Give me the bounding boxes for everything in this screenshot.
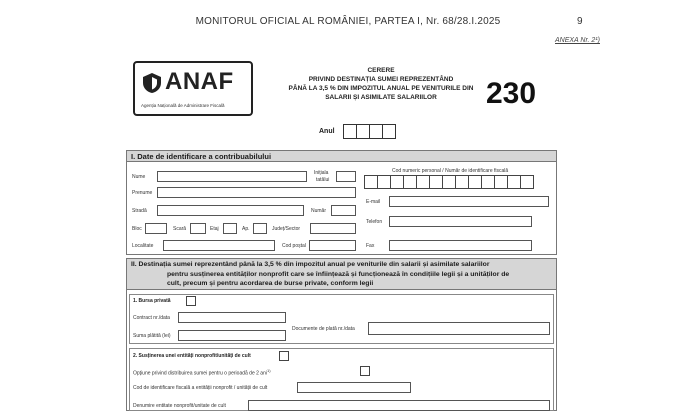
judet-field[interactable] — [310, 223, 356, 234]
localitate-label: Localitate — [132, 243, 154, 249]
suma-field[interactable] — [178, 330, 286, 341]
form-title-line: SALARII ȘI ASIMILATE SALARIILOR — [325, 94, 437, 101]
denumire-field[interactable] — [248, 400, 550, 411]
form-title-line: PÂNĂ LA 3,5 % DIN IMPOZITUL ANUAL PE VENITURILE DIN — [288, 85, 474, 92]
section-destination-title-line: pentru susținerea entităților nonprofit care se înființează și funcționează în condițiile legii și a unităților de — [167, 270, 510, 278]
anaf-shield-icon — [141, 72, 163, 94]
cnp-digit-box[interactable] — [364, 175, 378, 189]
cod-postal-field[interactable] — [309, 240, 356, 251]
documente-label: Documente de plată nr./data — [292, 326, 355, 332]
cnp-digit-box[interactable] — [494, 175, 508, 189]
optiune-checkbox[interactable] — [360, 366, 370, 376]
fax-field[interactable] — [389, 240, 532, 251]
optiune-label — [133, 368, 271, 377]
sustinere-label: 2. Susținerea unei entități nonprofit/unități de cult — [133, 353, 251, 359]
form-title-line: CERERE — [367, 67, 395, 74]
ap-label: Ap. — [242, 226, 250, 232]
email-field[interactable] — [389, 196, 549, 207]
denumire-label: Denumire entitate nonprofit/unitate de cult — [133, 403, 226, 409]
fax-label: Fax — [366, 243, 375, 249]
cnp-digit-box[interactable] — [416, 175, 430, 189]
initiala-field[interactable] — [336, 171, 356, 182]
gazette-header: MONITORUL OFICIAL AL ROMÂNIEI, PARTEA I, Nr. 68/28.I.2025 — [195, 16, 501, 27]
documente-field[interactable] — [368, 322, 550, 335]
section-destination-title — [126, 258, 557, 290]
initiala-label-2: tatălui — [316, 177, 330, 183]
year-digit-box[interactable] — [343, 124, 357, 139]
sustinere-checkbox[interactable] — [279, 351, 289, 361]
bursa-privata-checkbox[interactable] — [186, 296, 196, 306]
logo-subtitle: Agenția Națională de Administrare Fiscală — [141, 103, 225, 108]
telefon-field[interactable] — [389, 216, 532, 227]
bursa-privata-label: 1. Bursa privată — [133, 298, 171, 304]
cnp-digit-box[interactable] — [442, 175, 456, 189]
ap-field[interactable] — [253, 223, 267, 234]
form-title — [286, 66, 476, 102]
initiala-label: Inițiala — [314, 170, 329, 176]
cnp-digit-box[interactable] — [377, 175, 391, 189]
section-destination-title-line: cult, precum și pentru acordarea de burse private, conform legii — [167, 280, 374, 287]
scara-label: Scară — [173, 226, 187, 232]
prenume-label: Prenume — [132, 190, 153, 196]
cnp-digit-box[interactable] — [468, 175, 482, 189]
cnp-digit-box[interactable] — [390, 175, 404, 189]
year-label: Anul — [319, 128, 335, 135]
cnp-digit-box[interactable] — [429, 175, 443, 189]
nume-label: Nume — [132, 174, 146, 180]
bloc-label: Bloc — [132, 226, 142, 232]
cnp-digit-box[interactable] — [481, 175, 495, 189]
etaj-label: Etaj — [210, 226, 219, 232]
cnp-digit-box[interactable] — [403, 175, 417, 189]
telefon-label: Telefon — [366, 219, 383, 225]
cod-identificare-field[interactable] — [297, 382, 411, 393]
cnp-label: Cod numeric personal / Număr de identificare fiscală — [392, 168, 509, 174]
cnp-digit-box[interactable] — [455, 175, 469, 189]
year-digit-box[interactable] — [369, 124, 383, 139]
section-destination-title-line: II. Destinația sumei reprezentând până la 3,5 % din impozitul anual pe veniturile din salarii și asimilate salariilor — [131, 261, 490, 268]
contract-field[interactable] — [178, 312, 286, 323]
cnp-digit-box[interactable] — [520, 175, 534, 189]
etaj-field[interactable] — [223, 223, 237, 234]
nume-field[interactable] — [157, 171, 307, 182]
judet-label: Județ/Sector — [272, 226, 301, 232]
logo-wordmark: ANAF — [165, 68, 234, 95]
numar-field[interactable] — [331, 205, 356, 216]
annex-label: ANEXA Nr. 2¹) — [555, 37, 600, 44]
year-field[interactable] — [343, 124, 395, 139]
year-digit-box[interactable] — [382, 124, 396, 139]
numar-label: Număr — [311, 208, 327, 214]
scara-field[interactable] — [190, 223, 206, 234]
contract-label: Contract nr./data — [133, 315, 170, 321]
section-identification-title: I. Date de identificare a contribuabilului — [126, 150, 557, 162]
form-number: 230 — [486, 77, 537, 110]
optiune-footnote: 1) — [266, 368, 271, 373]
email-label: E-mail — [366, 199, 381, 205]
anaf-logo — [133, 61, 253, 116]
cod-postal-label: Cod poștal — [282, 243, 306, 249]
cnp-field[interactable] — [364, 175, 533, 189]
form-title-line: PRIVIND DESTINAȚIA SUMEI REPREZENTÂND — [308, 76, 454, 83]
bloc-field[interactable] — [145, 223, 167, 234]
cod-identificare-label: Cod de identificare fiscală a entității nonprofit / unității de cult — [133, 385, 268, 391]
page-number: 9 — [577, 16, 583, 27]
strada-field[interactable] — [157, 205, 304, 216]
year-digit-box[interactable] — [356, 124, 370, 139]
optiune-text: Opțiune privind distribuirea sumei pentru o perioadă de 2 ani — [133, 370, 267, 377]
suma-label: Suma plătită (lei) — [133, 333, 171, 339]
localitate-field[interactable] — [163, 240, 275, 251]
strada-label: Stradă — [132, 208, 147, 214]
cnp-digit-box[interactable] — [507, 175, 521, 189]
prenume-field[interactable] — [157, 187, 356, 198]
